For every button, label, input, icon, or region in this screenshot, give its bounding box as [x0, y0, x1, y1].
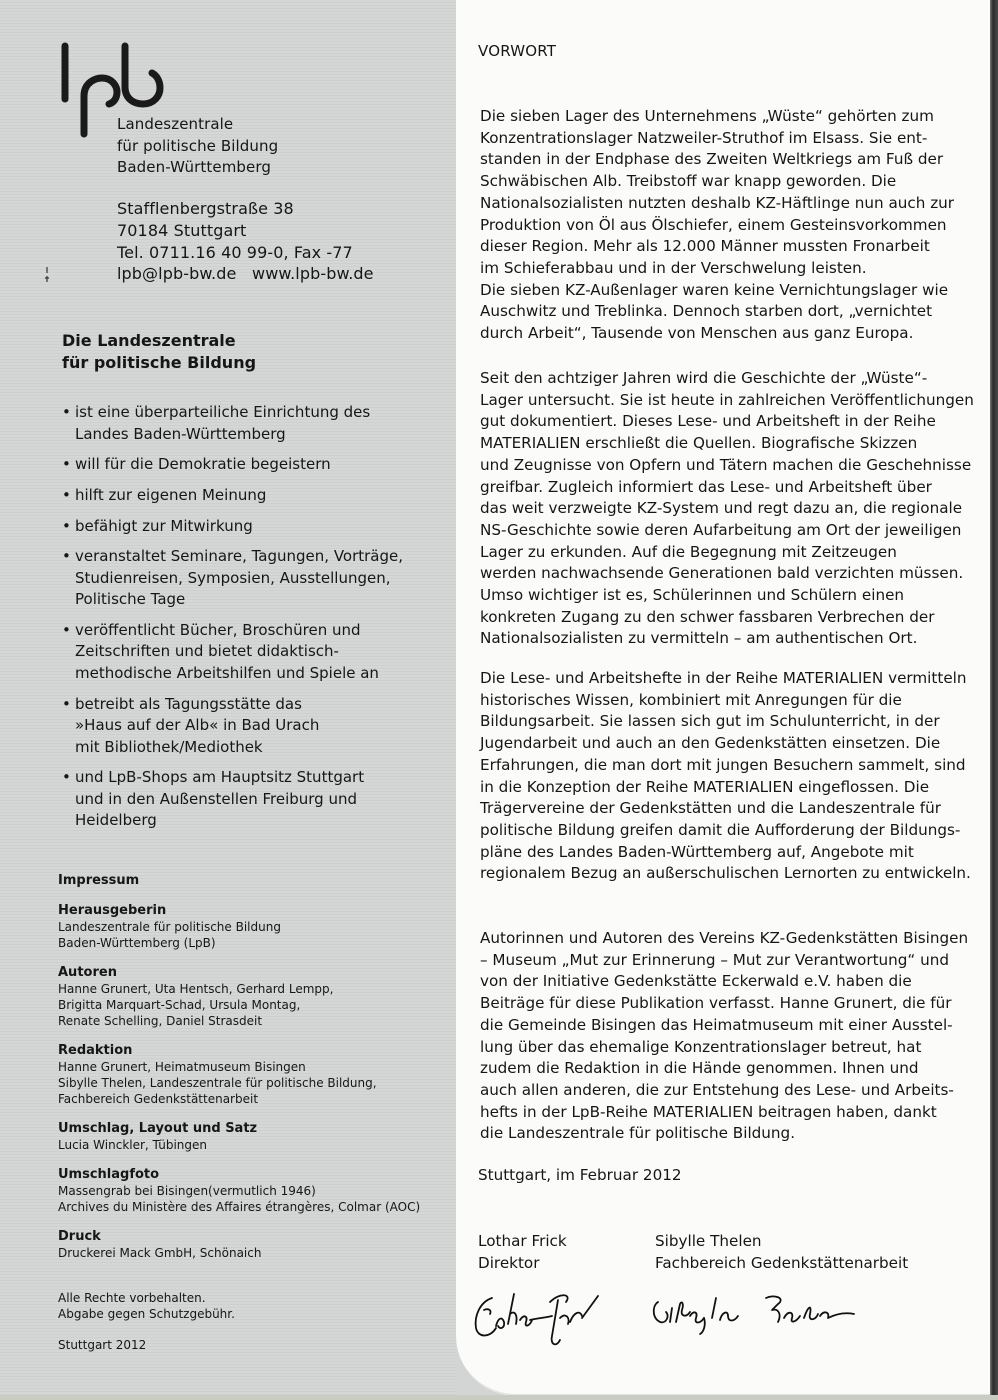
impressum-section [58, 1043, 448, 1107]
signatory-thelen [655, 1231, 908, 1274]
paragraph-line: die Landeszentrale für politische Bildung. [480, 1124, 796, 1143]
paragraph-line: – Museum „Mut zur Erinnerung – Mut zur Verantwortung“ und [480, 950, 950, 969]
bullet-text-line: veröffentlicht Bücher, Broschüren und [75, 620, 361, 639]
impressum-section-line: Lucia Winckler, Tübingen [58, 1138, 207, 1152]
logo-letter-p [84, 78, 117, 134]
bullet-text-line: und in den Außenstellen Freiburg und [75, 789, 358, 808]
place-year: Stuttgart 2012 [58, 1338, 147, 1352]
impressum-section [58, 1121, 448, 1153]
paragraph-line: standen in der Endphase des Zweiten Weltkriegs am Fuß der [480, 150, 944, 169]
paragraph-line: historisches Wissen, kombiniert mit Anregungen für die [480, 690, 902, 709]
signature-frick [470, 1288, 610, 1348]
impressum-section [58, 1167, 448, 1215]
signatory-frick [478, 1231, 567, 1274]
intro-bullet-item [62, 546, 447, 611]
paragraph-line: das weit verzweigte KZ-System und regt dazu an, die regionale [480, 499, 963, 518]
paragraph-line: Die Lese- und Arbeitshefte in der Reihe MATERIALIEN vermitteln [480, 669, 967, 687]
impressum-section-line: Massengrab bei Bisingen(vermutlich 1946) [58, 1184, 316, 1198]
date-line: Stuttgart, im Februar 2012 [478, 1166, 682, 1184]
intro-bullet-item [62, 454, 447, 476]
intro-bullet-item [62, 516, 447, 538]
paragraph-line: NS-Geschichte sowie deren Aufarbeitung am Ort der jeweiligen [480, 520, 962, 539]
impressum-section-heading: Herausgeberin [58, 903, 167, 918]
signature-thelen [648, 1288, 868, 1338]
paragraph-line: dieser Region. Mehr als 12.000 Männer mussten Fronarbeit [480, 237, 930, 256]
paragraph-line: Erfahrungen, die man dort mit jungen Besuchern sammelt, sind [480, 755, 966, 774]
paragraph-line: hefts in der LpB-Reihe MATERIALIEN beitragen haben, dankt [480, 1102, 937, 1121]
paragraph-line: Bildungsarbeit. Sie lassen sich gut im Schulunterricht, in der [480, 712, 940, 731]
bullet-dot-icon: • [62, 768, 71, 787]
intro-title-line: Die Landeszentrale [62, 331, 236, 350]
logo-letter-b [125, 46, 160, 104]
bullet-dot-icon: • [62, 694, 71, 713]
bullet-dot-icon: • [62, 620, 71, 639]
foreword-paragraph [480, 106, 980, 345]
street-address: Stafflenbergstraße 38 [117, 199, 294, 218]
paragraph-line: MATERIALIEN erschließt die Quellen. Biografische Skizzen [480, 434, 918, 453]
contact-block [117, 198, 374, 285]
bullet-text-line: Politische Tage [75, 590, 186, 609]
bullet-text-line: will für die Demokratie begeistern [75, 455, 331, 474]
foreword-paragraph [480, 368, 980, 650]
impressum-section-line: Fachbereich Gedenkstättenarbeit [58, 1092, 259, 1106]
org-line: für politische Bildung [117, 136, 279, 155]
impressum-section-line: Archives du Ministère des Affaires étrangères, Colmar (AOC) [58, 1200, 421, 1214]
intro-title [62, 330, 256, 374]
signatory-role: Fachbereich Gedenkstättenarbeit [655, 1253, 909, 1272]
paragraph-line: gut dokumentiert. Dieses Lese- und Arbeitsheft in der Reihe [480, 412, 936, 431]
bullet-text-line: Landes Baden-Württemberg [75, 424, 286, 443]
intro-bullet-item [62, 694, 447, 759]
impressum-section-heading: Umschlagfoto [58, 1167, 160, 1182]
impressum-section-line: Hanne Grunert, Heimatmuseum Bisingen [58, 1060, 306, 1074]
intro-title-line: für politische Bildung [62, 353, 257, 372]
signatory-name: Sibylle Thelen [655, 1232, 762, 1250]
paragraph-line: die Gemeinde Bisingen das Heimatmuseum mit einer Ausstel- [480, 1015, 953, 1034]
impressum-section-line: Baden-Württemberg (LpB) [58, 936, 216, 950]
paragraph-line: Die sieben KZ-Außenlager waren keine Vernichtungslager wie [480, 280, 949, 299]
impressum-heading: Impressum [58, 873, 140, 888]
paragraph-line: Schwäbischen Alb. Treibstoff war knapp geworden. Die [480, 172, 897, 191]
paragraph-line: regionalem Bezug an außerschulischen Lernorten zu entwickeln. [480, 864, 971, 883]
paragraph-line: auch allen anderen, die zur Entstehung des Lese- und Arbeits- [480, 1080, 954, 1099]
paragraph-line: konkreten Zugang zu den schwer fassbaren Verbrechen der [480, 607, 935, 626]
bullet-dot-icon: • [62, 455, 71, 474]
impressum-section-heading: Umschlag, Layout und Satz [58, 1121, 258, 1136]
impressum-section [58, 903, 448, 951]
paragraph-line: durch Arbeit“, Tausende von Menschen aus ganz Europa. [480, 324, 914, 343]
bullet-text-line: Heidelberg [75, 811, 157, 830]
impressum-section-line: Druckerei Mack GmbH, Schönaich [58, 1246, 262, 1260]
paragraph-line: Autorinnen und Autoren des Vereins KZ-Gedenkstätten Bisingen [480, 929, 969, 947]
paragraph-line: Produktion von Öl aus Ölschiefer, einem Gesteinsvorkommen [480, 215, 947, 234]
impressum-section-line: Hanne Grunert, Uta Hentsch, Gerhard Lempp, [58, 982, 334, 996]
bullet-dot-icon: • [62, 547, 71, 566]
paragraph-line: lung über das ehemalige Konzentrationslager betreut, hat [480, 1037, 922, 1056]
paragraph-line: Konzentrationslager Natzweiler-Struthof im Elsass. Sie ent- [480, 128, 928, 147]
website-link[interactable]: www.lpb-bw.de [252, 264, 374, 284]
signatory-role: Direktor [478, 1253, 540, 1272]
impressum-section-line: Renate Schelling, Daniel Strasdeit [58, 1014, 263, 1028]
paragraph-line: zudem die Redaktion in die Hände genommen. Ihnen und [480, 1059, 919, 1078]
bullet-text-line: methodische Arbeitshilfen und Spiele an [75, 663, 379, 682]
phone-fax: Tel. 0711.16 40 99-0, Fax -77 [117, 242, 353, 262]
paragraph-line: werden nachwachsende Generationen bald verzichten müssen. [480, 564, 964, 583]
org-line: Landeszentrale [117, 115, 234, 133]
paragraph-line: greifbar. Zugleich informiert das Lese- und Arbeitsheft über [480, 477, 932, 496]
paragraph-line: von der Initiative Gedenkstätte Eckerwald e.V. haben die [480, 972, 912, 991]
intro-bullet-item [62, 767, 447, 832]
intro-bullet-item [62, 620, 447, 685]
bottom-edge [0, 1395, 998, 1400]
paragraph-line: in die Konzeption der Reihe MATERIALIEN eingeflossen. Die [480, 777, 930, 796]
bullet-text-line: befähigt zur Mitwirkung [75, 516, 253, 535]
paragraph-line: Lager untersucht. Sie ist heute in zahlreichen Veröffentlichungen [480, 390, 974, 409]
intro-bullet-list [62, 402, 447, 841]
bullet-text-line: mit Bibliothek/Mediothek [75, 737, 263, 756]
impressum-section-heading: Autoren [58, 965, 117, 980]
paragraph-line: Umso wichtiger ist es, Schülerinnen und Schülern einen [480, 586, 905, 605]
impressum-title [58, 873, 448, 889]
foreword-title: VORWORT [478, 42, 557, 60]
rights-line: Abgabe gegen Schutzgebühr. [58, 1307, 235, 1321]
paragraph-line: Nationalsozialisten nutzten deshalb KZ-Häftlinge nun auch zur [480, 193, 955, 212]
organization-name [117, 114, 278, 179]
paragraph-line: Jugendarbeit und auch an den Gedenkstätten einsetzen. Die [480, 734, 941, 753]
paragraph-line: im Schieferabbau und in der Verschwelung leisten. [480, 258, 867, 277]
paragraph-line: Seit den achtziger Jahren wird die Geschichte der „Wüste“- [480, 369, 928, 387]
impressum-section-heading: Redaktion [58, 1043, 133, 1058]
rights-line: Alle Rechte vorbehalten. [58, 1291, 206, 1305]
intro-bullet-item [62, 485, 447, 507]
rights-notice [58, 1290, 235, 1322]
page-edge-shadow [990, 0, 998, 1400]
paragraph-line: und Zeugnisse von Opfern und Tätern machen die Geschehnisse [480, 455, 972, 474]
city-address: 70184 Stuttgart [117, 220, 247, 240]
impressum-section [58, 1229, 448, 1261]
paragraph-line: Die sieben Lager des Unternehmens „Wüste“ gehörten zum [480, 107, 934, 125]
paragraph-line: Nationalsozialisten zu vermitteln – am authentischen Ort. [480, 629, 918, 648]
paragraph-line: Lager zu erkunden. Auf die Begegnung mit Zeitzeugen [480, 542, 897, 561]
bullet-text-line: veranstaltet Seminare, Tagungen, Vorträge, [75, 547, 404, 566]
impressum-section [58, 965, 448, 1029]
foreword-paragraph [480, 928, 980, 1145]
impressum-section-line: Sibylle Thelen, Landeszentrale für politische Bildung, [58, 1076, 377, 1090]
bullet-text-line: und LpB-Shops am Hauptsitz Stuttgart [75, 768, 365, 787]
impressum-section-line: Brigitta Marquart-Schad, Ursula Montag, [58, 998, 301, 1012]
scan-speck-icon [44, 266, 50, 284]
signatory-name: Lothar Frick [478, 1232, 567, 1250]
bullet-text-line: betreibt als Tagungsstätte das [75, 694, 302, 713]
bullet-dot-icon: • [62, 516, 71, 535]
paragraph-line: Beiträge für diese Publikation verfasst. Hanne Grunert, die für [480, 994, 952, 1013]
bullet-text-line: »Haus auf der Alb« in Bad Urach [75, 716, 320, 735]
bullet-dot-icon: • [62, 485, 71, 504]
foreword-paragraph [480, 668, 980, 885]
paragraph-line: Trägervereine der Gedenkstätten und die Landeszentrale für [480, 799, 941, 818]
paragraph-line: Auschwitz und Treblinka. Dennoch starben dort, „vernichtet [480, 302, 933, 321]
org-line: Baden-Württemberg [117, 158, 271, 176]
bullet-text-line: Zeitschriften und bietet didaktisch- [75, 642, 339, 661]
impressum-section-line: Landeszentrale für politische Bildung [58, 920, 281, 934]
paragraph-line: pläne des Landes Baden-Württemberg auf, Angebote mit [480, 842, 914, 861]
intro-bullet-item [62, 402, 447, 445]
bullet-text-line: hilft zur eigenen Meinung [75, 485, 267, 504]
impressum-section-heading: Druck [58, 1229, 101, 1244]
bullet-dot-icon: • [62, 403, 71, 421]
bullet-text-line: ist eine überparteiliche Einrichtung des [75, 403, 371, 421]
bullet-text-line: Studienreisen, Symposien, Ausstellungen, [75, 568, 391, 587]
email-link[interactable]: lpb@lpb-bw.de [117, 264, 237, 284]
paragraph-line: politische Bildung greifen damit die Aufforderung der Bildungs- [480, 820, 961, 839]
